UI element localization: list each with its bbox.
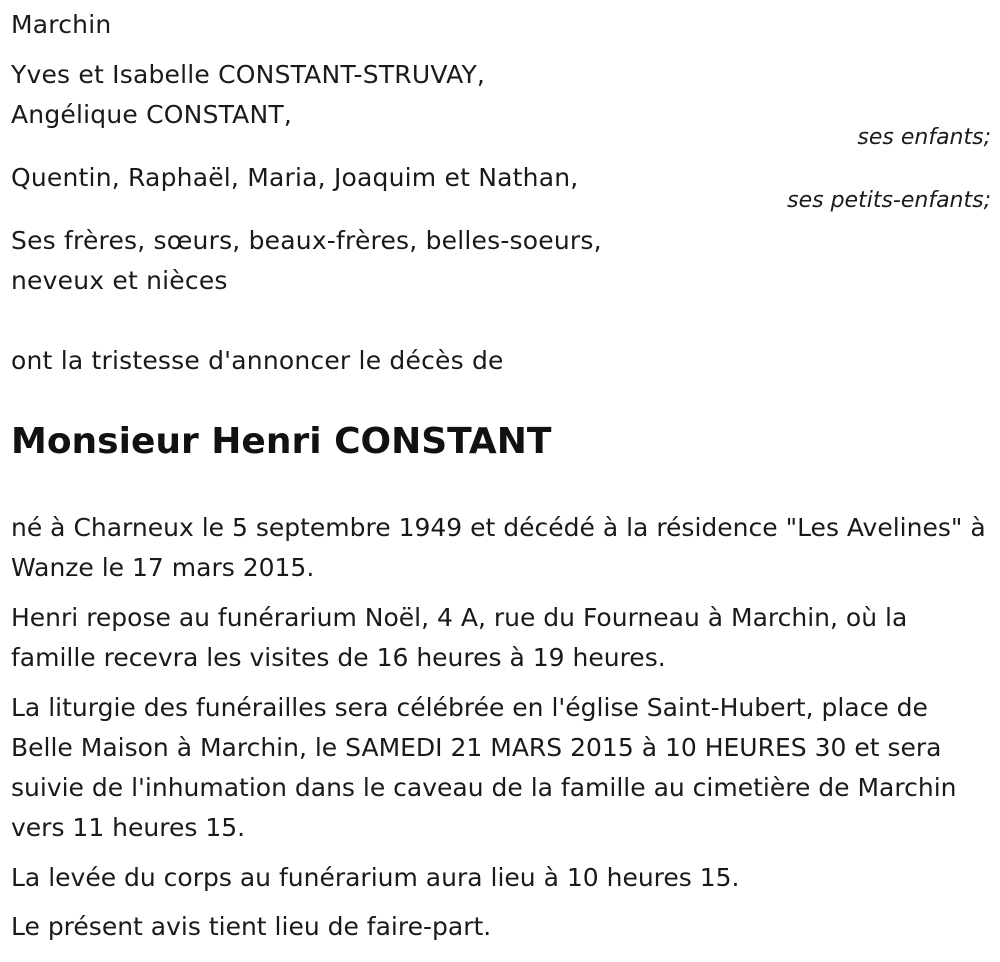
obituary-notice xyxy=(11,0,991,962)
deceased-name: Monsieur Henri CONSTANT xyxy=(11,421,552,462)
body-lift-paragraph: La levée du corps au funérarium aura lieu à 10 heures 15. xyxy=(11,863,740,892)
grandchildren-role: ses petits-enfants; xyxy=(787,188,991,213)
siblings-line-1: Ses frères, sœurs, beaux-frères, belles-soeurs, xyxy=(11,226,602,255)
children-role: ses enfants; xyxy=(857,125,991,150)
children-line-1: Yves et Isabelle CONSTANT-STRUVAY, xyxy=(11,60,486,89)
rest-place-paragraph: Henri repose au funérarium Noël, 4 A, rue du Fourneau à Marchin, où la famille recevra les visites de 16 heures à 19 heures. xyxy=(11,603,908,672)
grandchildren-line: Quentin, Raphaël, Maria, Joaquim et Nathan, xyxy=(11,163,579,192)
announcement-intro: ont la tristesse d'annoncer le décès de xyxy=(11,346,504,375)
birth-death-paragraph: né à Charneux le 5 septembre 1949 et décédé à la résidence "Les Avelines" à Wanze le 17 mars 2015. xyxy=(11,513,986,582)
siblings-line-2: neveux et nièces xyxy=(11,266,228,295)
notice-paragraph: Le présent avis tient lieu de faire-part. xyxy=(11,912,492,941)
liturgy-paragraph: La liturgie des funérailles sera célébrée en l'église Saint-Hubert, place de Belle Maison à Marchin, le SAMEDI 21 MARS 2015 à 10 HEURES 30 et sera suivie de l'inhumation dans le caveau de la famille au cimetière de Marchin vers 11 heures 15. xyxy=(11,693,957,842)
children-line-2: Angélique CONSTANT, xyxy=(11,100,292,129)
location-heading: Marchin xyxy=(11,10,112,39)
